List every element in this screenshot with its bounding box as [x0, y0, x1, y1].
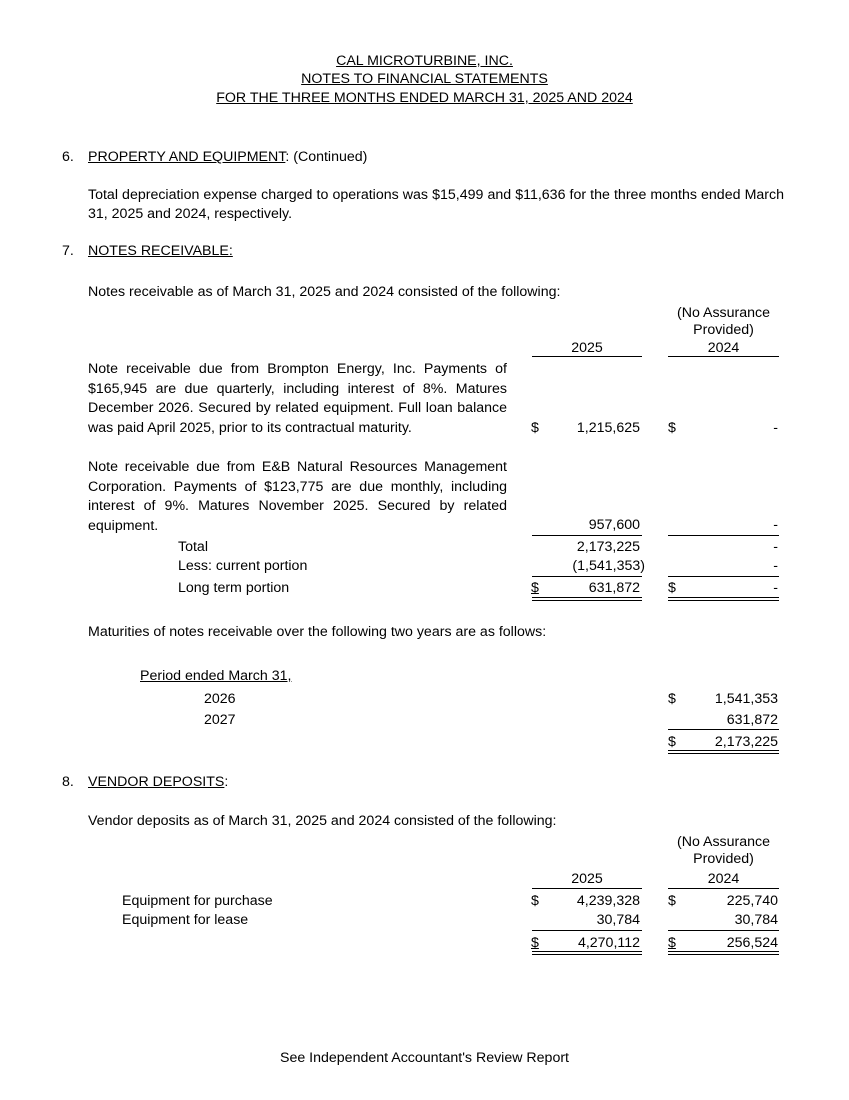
note-brompton-2025: 1,215,625 [576, 420, 640, 436]
maturity-amount: 631,872 [726, 712, 778, 728]
section-8-heading-suffix: : [224, 774, 229, 790]
note-eb-rule-2025 [532, 535, 642, 536]
long-term-currency-2024: $ [668, 580, 676, 596]
current-portion-label: Less: current portion [178, 558, 308, 574]
vendor-total-2024: 256,524 [726, 935, 778, 951]
maturities-total-currency: $ [668, 734, 676, 750]
current-portion-rule-2025 [532, 576, 642, 577]
vendor-total-currency-2025: $ [531, 935, 539, 951]
vendor-double-rule-2025 [532, 951, 642, 955]
document-title: NOTES TO FINANCIAL STATEMENTS [301, 71, 548, 87]
vendor-column-header-2024-line3: 2024 [707, 871, 740, 887]
maturity-currency: $ [668, 691, 676, 707]
long-term-currency-2025: $ [531, 580, 539, 596]
current-portion-rule-2024 [668, 576, 779, 577]
vendor-total-2025: 4,270,112 [577, 935, 640, 951]
section-8-heading-text: VENDOR DEPOSITS [88, 774, 225, 790]
footer-note: See Independent Accountant's Review Report [279, 1050, 569, 1066]
maturities-total: 2,173,225 [714, 734, 778, 750]
section-7-number: 7. [62, 243, 74, 259]
section-6-heading [88, 149, 367, 166]
note-eb-2024: - [773, 517, 778, 533]
long-term-2024: - [773, 580, 778, 596]
current-portion-2025: (1,541,353) [572, 558, 645, 574]
long-term-double-rule-2024 [668, 597, 779, 601]
vendor-row-label: Equipment for purchase [122, 893, 273, 909]
vendor-total-currency-2024: $ [668, 935, 676, 951]
column-header-2025: 2025 [571, 340, 603, 356]
section-6-heading-text: PROPERTY AND EQUIPMENT [88, 149, 286, 165]
company-name: CAL MICROTURBINE, INC. [336, 53, 513, 69]
vendor-row-2024: 225,740 [726, 893, 778, 909]
vendor-column-header-2024-line2: Provided) [693, 851, 754, 867]
vendor-row-currency-2024: $ [668, 893, 676, 909]
maturities-period-heading: Period ended March 31, [140, 668, 292, 684]
column-header-rule-2024 [668, 356, 779, 357]
vendor-header-rule-2025 [532, 888, 642, 889]
section-8-number: 8. [62, 774, 74, 790]
column-header-rule-2025 [532, 356, 642, 357]
vendor-column-header-2024-line1: (No Assurance [676, 834, 771, 850]
note-eb-description: Note receivable due from E&B Natural Resources Management Corporation. Payments of $123,775 are due monthly, including interest of 9%. Matures November 2025. Secured by related equipment. [88, 459, 507, 534]
section-6-number: 6. [62, 149, 74, 165]
note-eb-rule-2024 [668, 535, 779, 536]
vendor-rule-2025 [532, 930, 642, 931]
column-header-2024-line3: 2024 [707, 340, 740, 356]
long-term-label: Long term portion [178, 580, 290, 596]
note-brompton-2024: - [773, 420, 778, 436]
total-2025: 2,173,225 [576, 539, 640, 555]
section-7-heading: NOTES RECEIVABLE: [88, 243, 233, 259]
long-term-double-rule-2025 [532, 597, 642, 601]
maturity-year: 2027 [204, 712, 236, 728]
vendor-header-rule-2024 [668, 888, 779, 889]
note-brompton-currency-2024: $ [668, 420, 676, 436]
section-8-heading [88, 774, 228, 791]
vendor-row-2024: 30,784 [734, 912, 778, 928]
total-label: Total [178, 539, 208, 555]
long-term-2025: 631,872 [588, 580, 640, 596]
maturities-rule [668, 729, 779, 730]
maturities-double-rule [668, 750, 779, 754]
section-6-heading-suffix: : (Continued) [285, 149, 368, 165]
maturity-year: 2026 [204, 691, 236, 707]
current-portion-2024: - [773, 558, 778, 574]
note-brompton-currency-2025: $ [531, 420, 539, 436]
note-brompton-description: Note receivable due from Brompton Energy, Inc. Payments of $165,945 are due quarterly, including interest of 8%. Matures December 2026. Secured by related equipment. Full loan balance was paid April 2025, prior to its contractual maturity. [88, 361, 507, 436]
vendor-row-2025: 30,784 [596, 912, 640, 928]
vendor-row-2025: 4,239,328 [576, 893, 640, 909]
vendor-row-label: Equipment for lease [122, 912, 249, 928]
vendor-double-rule-2024 [668, 951, 779, 955]
period-title: FOR THE THREE MONTHS ENDED MARCH 31, 2025 AND 2024 [216, 90, 633, 106]
note-eb-2025: 957,600 [588, 517, 640, 533]
vendor-row-currency-2025: $ [531, 893, 539, 909]
column-header-2024-line2: Provided) [693, 322, 754, 338]
section-6-paragraph: Total depreciation expense charged to operations was $15,499 and $11,636 for the three months ended March 31, 2025 and 2024, respectively. [88, 187, 784, 222]
section-7-intro: Notes receivable as of March 31, 2025 and 2024 consisted of the following: [88, 284, 561, 300]
column-header-2024-line1: (No Assurance [676, 305, 771, 321]
maturity-amount: 1,541,353 [714, 691, 778, 707]
total-2024: - [773, 539, 778, 555]
vendor-rule-2024 [668, 930, 779, 931]
maturities-intro: Maturities of notes receivable over the following two years are as follows: [88, 624, 547, 640]
vendor-column-header-2025: 2025 [571, 871, 603, 887]
section-8-intro: Vendor deposits as of March 31, 2025 and 2024 consisted of the following: [88, 813, 557, 829]
